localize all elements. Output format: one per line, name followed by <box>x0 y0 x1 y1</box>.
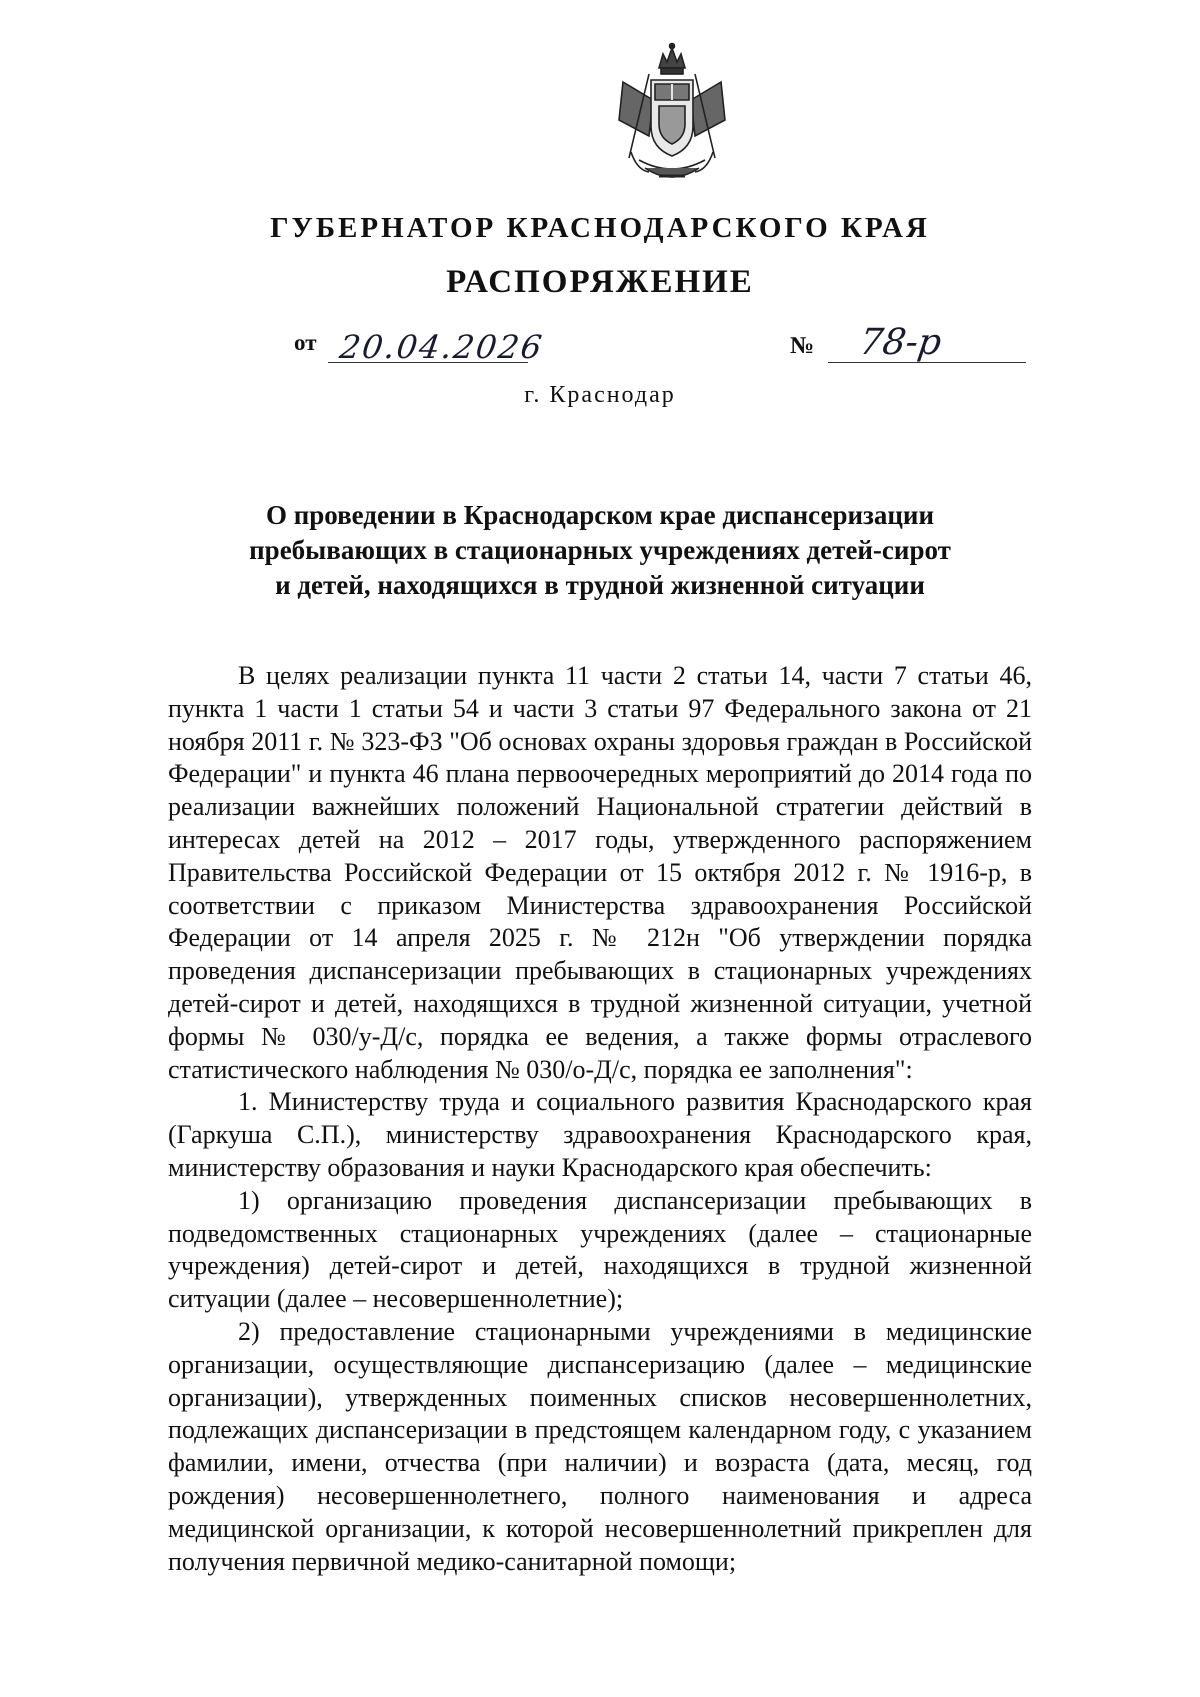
city-of-issue: г. Краснодар <box>524 382 676 408</box>
clause-1: 1. Министерству труда и социального развития Краснодарского края (Гаркуша С.П.), министерству здравоохранения Краснодарского края, министерству образования и науки Краснодарского края обеспечить: <box>168 1087 1032 1182</box>
subject-line: О проведении в Краснодарском крае диспансеризации <box>265 500 935 530</box>
date-prefix: от <box>294 330 317 355</box>
document-body <box>168 660 1032 1578</box>
coat-of-arms-emblem <box>609 40 735 190</box>
preamble-paragraph: В целях реализации пункта 11 части 2 статьи 14, части 7 статьи 46, пункта 1 части 1 статьи 54 и части 3 статьи 97 Федерального закона от 21 ноября 2011 г. № 323-ФЗ "Об основах охраны здоровья граждан в Российской Федерации" и пункта 46 плана первоочередных мероприятий до 2014 года по реализации важнейших положений Национальной стратегии действий в интересах детей на 2012 – 2017 годы, утвержденного распоряжением Правительства Российской Федерации от 15 октября 2012 г. № 1916-р, в соответствии с приказом Министерства здравоохранения Российской Федерации от 14 апреля 2025 г. № 212н "Об утверждении порядка проведения диспансеризации пребывающих в стационарных учреждениях детей-сирот и детей, находящихся в трудной жизненной ситуации, учетной формы № 030/у-Д/с, порядка ее ведения, а также формы отраслевого статистического наблюдения № 030/о-Д/с, порядка ее заполнения": <box>168 661 1032 1084</box>
document-type: РАСПОРЯЖЕНИЕ <box>446 264 754 300</box>
issuing-authority: ГУБЕРНАТОР КРАСНОДАРСКОГО КРАЯ <box>270 212 930 244</box>
subclause-1-2: 2) предоставление стационарными учреждениями в медицинские организации, осуществляющие диспансеризацию (далее – медицинские организации), утвержденных поименных списков несовершеннолетних, подлежащих диспансеризации в предстоящем календарном году, с указанием фамилии, имени, отчества (при наличии) и возраста (дата, месяц, год рождения) несовершеннолетнего, полного наименования и адреса медицинской организации, к которой несовершеннолетний прикреплен для получения первичной медико-санитарной помощи; <box>168 1316 1032 1576</box>
number-prefix: № <box>790 333 815 359</box>
subject-line: пребывающих в стационарных учреждениях детей-сирот <box>249 535 951 565</box>
document-subject <box>0 498 1200 603</box>
date-underline <box>328 362 528 363</box>
document-number: 78-р <box>857 322 944 363</box>
subject-line: и детей, находящихся в трудной жизненной ситуации <box>275 570 925 600</box>
document-date: 20.04.2026 <box>337 328 546 366</box>
subclause-1-1: 1) организацию проведения диспансеризации пребывающих в подведомственных стационарных учреждениях (далее – стационарные учреждения) детей-сирот и детей, находящихся в трудной жизненной ситуации (далее – несовершеннолетние); <box>168 1185 1032 1314</box>
number-underline <box>828 362 1026 363</box>
